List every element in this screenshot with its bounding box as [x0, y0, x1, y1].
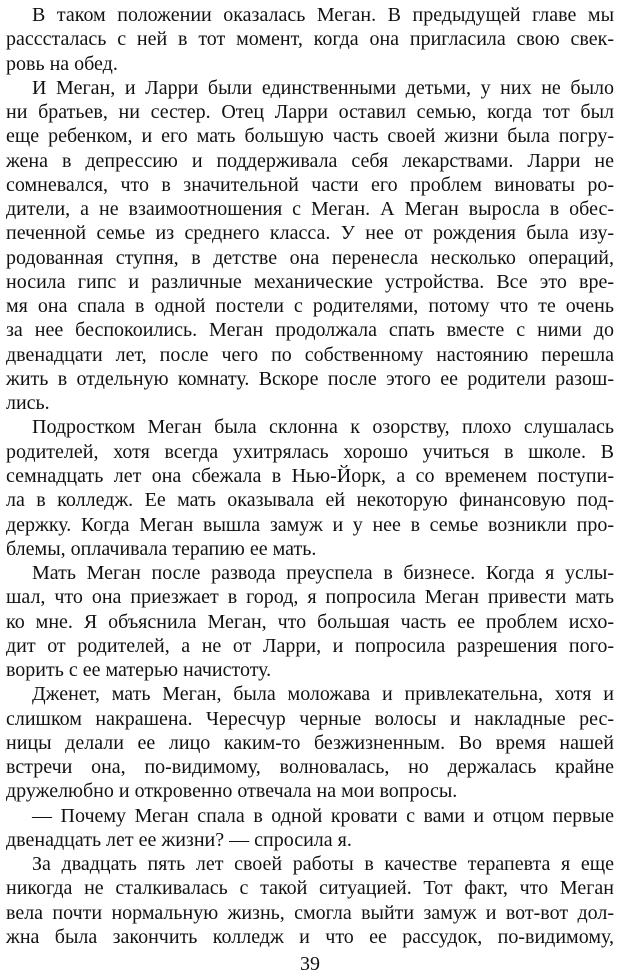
- text-line: лись.: [6, 392, 50, 414]
- text-line: еще ребенком, и его мать большую часть своей жизни была погру-: [6, 125, 614, 147]
- text-line: ко мне. Я объяснила Меган, что большая часть ее проблем исхо-: [6, 611, 614, 633]
- text-line: держку. Когда Меган вышла замуж и у нее в семье возникли про-: [6, 514, 614, 536]
- text-line: Подростком Меган была склонна к озорству, плохо слушалась: [32, 416, 614, 438]
- text-line: двенадцати лет, после чего по собственному настоянию перешла: [6, 344, 614, 366]
- text-line: вела почти нормальную жизнь, смогла выйти замуж и вот-вот дол-: [6, 902, 614, 924]
- text-line: В таком положении оказалась Меган. В предыдущей главе мы: [32, 4, 614, 26]
- text-line: двенадцать лет ее жизни? — спросила я.: [6, 829, 352, 851]
- text-line: ровь на обед.: [6, 53, 118, 75]
- text-line: за нее беспокоились. Меган продолжала спать вместе с ними до: [6, 319, 614, 341]
- text-line: слишком накрашена. Чересчур черные волосы и накладные рес-: [6, 708, 614, 730]
- text-line: дители, а не взаимоотношения с Меган. А Меган выросла в обес-: [6, 198, 614, 220]
- text-line: — Почему Меган спала в одной кровати с вами и отцом первые: [32, 805, 614, 827]
- text-line: Дженет, мать Меган, была моложава и привлекательна, хотя и: [32, 683, 614, 705]
- text-line: дружелюбно и откровенно отвечала на мои вопросы.: [6, 780, 458, 802]
- text-line: ницы делали ее лицо каким-то безжизненным. Во время нашей: [6, 732, 614, 754]
- text-line: жить в отдельную комнату. Вскоре после этого ее родители разош-: [6, 368, 614, 390]
- book-page: [6, 0, 614, 979]
- text-line: печенной семье из среднего класса. У нее от рождения была изу-: [6, 222, 614, 244]
- text-line: расссталась с ней в тот момент, когда она пригласила свою свек-: [6, 28, 614, 50]
- text-line: ни братьев, ни сестер. Отец Ларри оставил семью, когда тот был: [6, 101, 614, 123]
- text-line: мя она спала в одной постели с родителями, потому что те очень: [6, 295, 614, 317]
- text-line: сомневался, что в значительной части его проблем виноваты ро-: [6, 174, 614, 196]
- page-number: 39: [300, 953, 320, 975]
- text-line: никогда не сталкивалась с такой ситуацией. Тот факт, что Меган: [6, 877, 614, 899]
- text-line: жена в депрессию и поддерживала себя лекарствами. Ларри не: [6, 150, 614, 172]
- text-line: ворить с ее матерью начистоту.: [6, 659, 272, 681]
- text-line: шал, что она приезжает в город, я попросила Меган привести мать: [6, 586, 614, 608]
- text-line: И Меган, и Ларри были единственными детьми, у них не было: [32, 77, 614, 99]
- text-line: жна была закончить колледж и что ее рассудок, по-видимому,: [6, 926, 614, 948]
- text-line: блемы, оплачивала терапию ее мать.: [6, 538, 317, 560]
- text-line: носила гипс и различные механические устройства. Все это вре-: [6, 271, 614, 293]
- text-line: встречи она, по-видимому, волновалась, но держалась крайне: [6, 756, 614, 778]
- text-line: родителей, хотя всегда ухитрялась хорошо учиться в школе. В: [6, 441, 614, 463]
- text-line: семнадцать лет она сбежала в Нью-Йорк, а со временем поступи-: [6, 465, 614, 487]
- text-line: Мать Меган после развода преуспела в бизнесе. Когда я услы-: [32, 562, 614, 584]
- text-line: дит от родителей, а не от Ларри, и попросила разрешения пого-: [6, 635, 614, 657]
- text-line: ла в колледж. Ее мать оказывала ей некоторую финансовую под-: [6, 489, 614, 511]
- text-line: родованная ступня, в детстве она перенесла несколько операций,: [6, 247, 614, 269]
- text-line: За двадцать пять лет своей работы в качестве терапевта я еще: [32, 853, 614, 875]
